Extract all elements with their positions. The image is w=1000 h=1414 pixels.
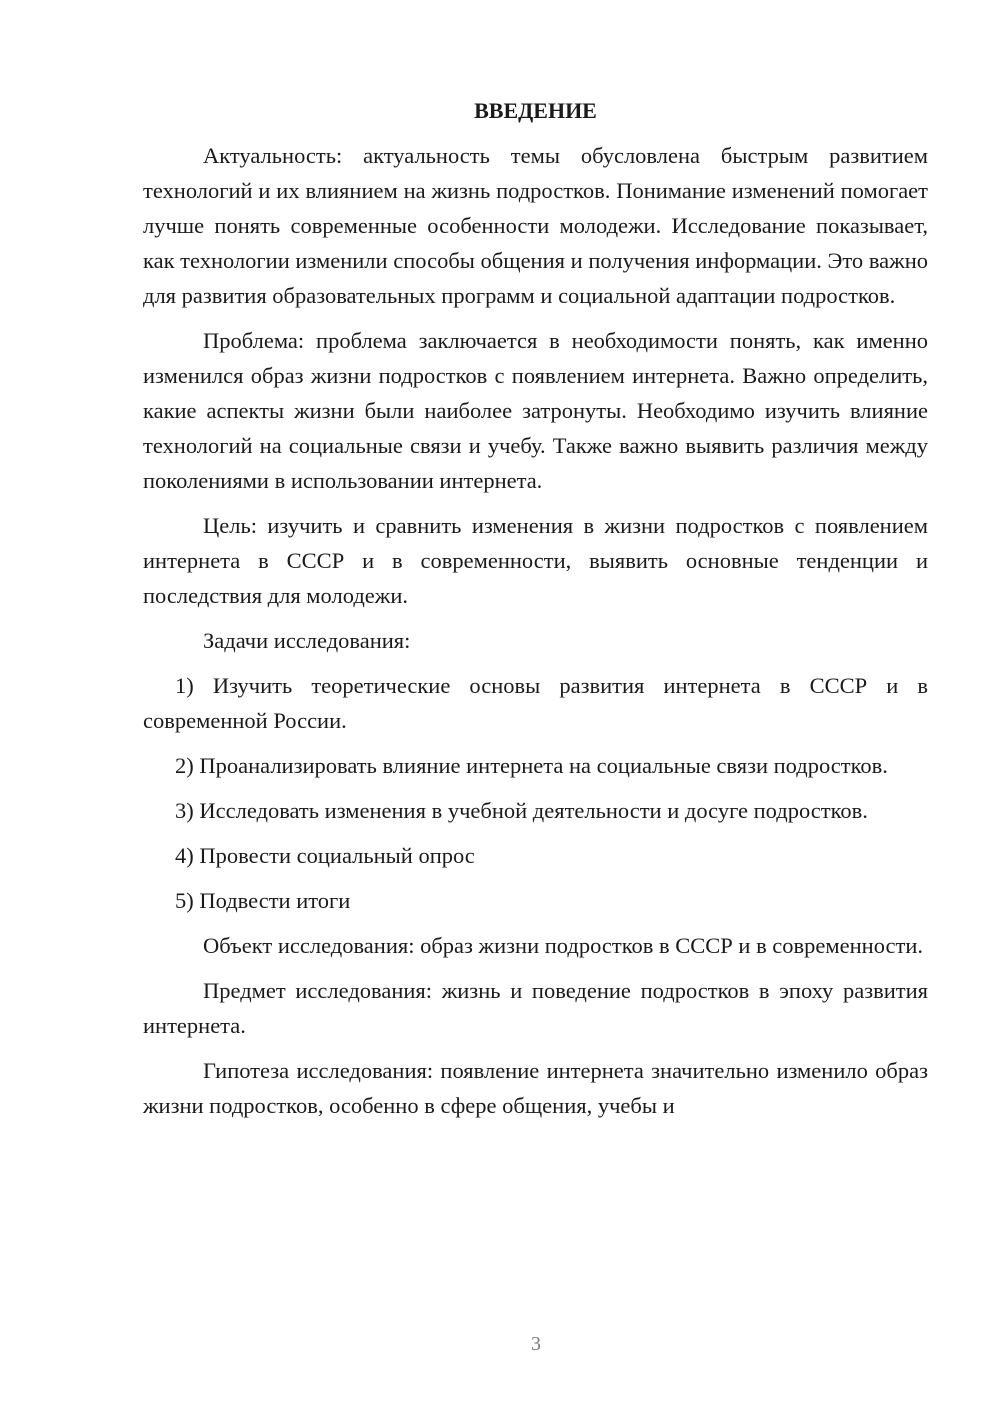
paragraph-problem: Проблема: проблема заключается в необходимости понять, как именно изменился образ жизни подростков с появлением интернета. Важно определить, какие аспекты жизни были наиболее затронуты. Необходимо изучить влияние технологий на социальные связи и учебу. Также важно выявить различия между поколениями в использовании интернета. <box>143 328 928 493</box>
list-item: 3) Исследовать изменения в учебной деятельности и досуге подростков. <box>175 798 868 823</box>
list-item: 5) Подвести итоги <box>175 888 351 913</box>
paragraph-relevance: Актуальность: актуальность темы обусловлена быстрым развитием технологий и их влиянием на жизнь подростков. Понимание изменений помогает лучше понять современные особенности молодежи. Исследование показывает, как технологии изменили способы общения и получения информации. Это важно для развития образовательных программ и социальной адаптации подростков. <box>143 143 928 308</box>
paragraph-goal: Цель: изучить и сравнить изменения в жизни подростков с появлением интернета в СССР и в современности, выявить основные тенденции и последствия для молодежи. <box>143 513 928 608</box>
list-item: 2) Проанализировать влияние интернета на социальные связи подростков. <box>175 753 888 778</box>
paragraph-hypothesis: Гипотеза исследования: появление интернета значительно изменило образ жизни подростков, особенно в сфере общения, учебы и <box>143 1058 928 1118</box>
tasks-heading: Задачи исследования: <box>203 628 411 653</box>
list-item: 1) Изучить теоретические основы развития интернета в СССР и в современной России. <box>143 673 928 733</box>
paragraph-subject: Предмет исследования: жизнь и поведение подростков в эпоху развития интернета. <box>143 978 928 1038</box>
page-number: 3 <box>531 1333 541 1355</box>
list-item: 4) Провести социальный опрос <box>175 843 475 868</box>
document-page <box>143 92 928 1133</box>
page-title: ВВЕДЕНИЕ <box>474 98 597 123</box>
paragraph-object: Объект исследования: образ жизни подростков в СССР и в современности. <box>203 933 924 958</box>
